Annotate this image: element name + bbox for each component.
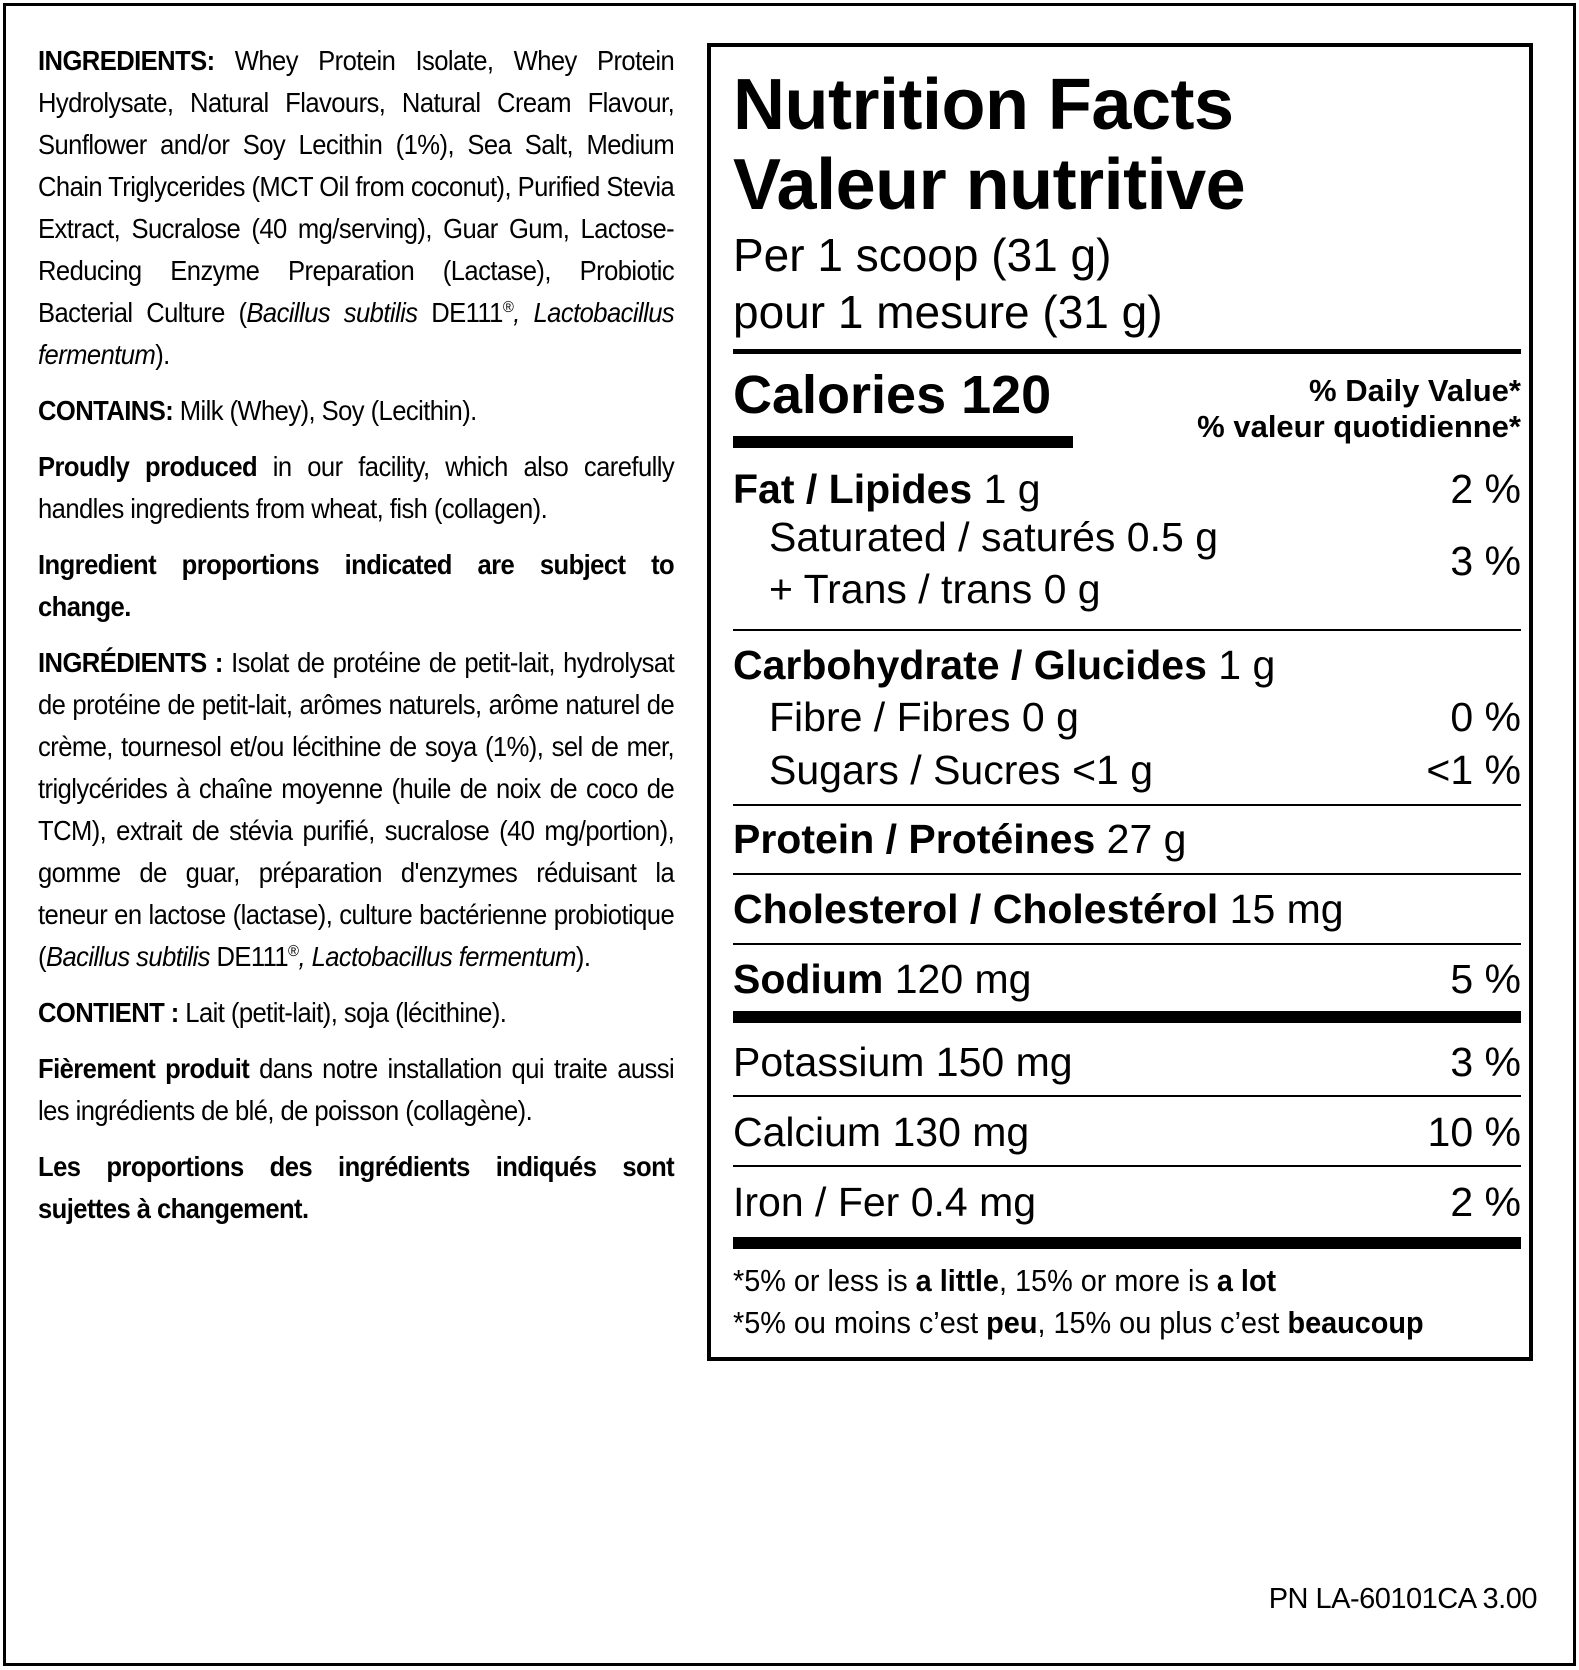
title-fr: Valeur nutritive [733, 145, 1246, 225]
cholesterol-amount: 15 mg [1218, 886, 1344, 932]
footnote-fr-c: , 15% ou plus c’est [1037, 1305, 1288, 1340]
sodium-label: Sodium [733, 956, 884, 1002]
facility-en [38, 446, 674, 530]
contains-en-label: CONTAINS: [38, 395, 174, 426]
rule-sodium [733, 1011, 1521, 1023]
facility-en-label: Proudly produced [38, 451, 258, 482]
carb-label: Carbohydrate / Glucides [733, 642, 1207, 688]
rule-serving [733, 349, 1521, 354]
ingredients-fr [38, 642, 674, 978]
footnote-fr [733, 1302, 1424, 1344]
ingredients-en [38, 40, 674, 376]
carb-amount: 1 g [1206, 642, 1276, 688]
cholesterol-row [733, 885, 1344, 933]
contains-en [38, 390, 674, 432]
facility-fr-text: dans notre installation qui traite aussi les ingrédients de blé, de poisson (collagène). [38, 1053, 675, 1126]
saturated-trans-dv: 3 % [1450, 538, 1521, 584]
cholesterol-label: Cholesterol / Cholestérol [733, 886, 1219, 932]
fat-dv: 2 % [1450, 466, 1521, 512]
rule-carb [733, 804, 1521, 806]
ingredients-column [38, 40, 674, 1230]
footnote-en [733, 1260, 1276, 1302]
sugars-dv: <1 % [1426, 747, 1521, 793]
protein-label: Protein / Protéines [733, 816, 1096, 862]
protein-amount: 27 g [1095, 816, 1187, 862]
lactobacillus-name: , Lactobacillus fermentum [38, 297, 675, 370]
ingredients-en-label: INGREDIENTS: [38, 45, 215, 76]
fat-amount: 1 g [972, 466, 1041, 512]
lactobacillus-name-fr: , Lactobacillus fermentum [298, 941, 576, 972]
rule-cholesterol [733, 943, 1521, 945]
contains-fr-label: CONTIENT : [38, 997, 179, 1028]
calcium-dv: 10 % [1427, 1109, 1521, 1155]
fat-row [733, 465, 1041, 513]
de111-text-fr: DE111 [209, 941, 289, 972]
daily-value-fr: % valeur quotidienne* [1197, 409, 1521, 444]
carbohydrate-row [733, 641, 1275, 689]
calories: Calories 120 [733, 365, 1052, 425]
rule-potassium [733, 1095, 1521, 1097]
sodium-amount: 120 mg [883, 956, 1032, 1002]
part-number: PN LA-60101CA 3.00 [1268, 1583, 1537, 1615]
contains-fr [38, 992, 674, 1034]
calcium-row: Calcium 130 mg [733, 1109, 1030, 1155]
footnote-en-a: *5% or less is [733, 1263, 916, 1298]
footnote-en-lot: a lot [1216, 1263, 1277, 1298]
de111-text: DE111 [417, 297, 503, 328]
protein-row [733, 815, 1186, 863]
rule-iron [733, 1237, 1521, 1249]
footnote-en-c: , 15% or more is [998, 1263, 1217, 1298]
ingredients-fr-text: Isolat de protéine de petit-lait, hydrolysat de protéine de petit-lait, arômes naturels, arôme naturel de crème, tournesol et/ou lécithine de soya (1%), sel de mer, triglycérides à chaîne moyenne (huile de noix de coco de TCM), extrait de stévia purifié, sucralose (40 mg/portion), gomme de guar, préparation d'enzymes réduisant la teneur en lactose (lactase), culture bactérienne probiotique ( [38, 647, 675, 972]
potassium-dv: 3 % [1450, 1039, 1521, 1085]
rule-fat [733, 629, 1521, 631]
facility-fr-label: Fièrement produit [38, 1053, 250, 1084]
sodium-dv: 5 % [1450, 956, 1521, 1002]
proportions-en: Ingredient proportions indicated are subject to change. [38, 549, 675, 622]
rule-calories [733, 436, 1073, 448]
trans-row: + Trans / trans 0 g [769, 566, 1101, 612]
proportions-fr: Les proportions des ingrédients indiqués sont sujettes à changement. [38, 1151, 675, 1224]
iron-dv: 2 % [1450, 1179, 1521, 1225]
nutrition-facts-panel [707, 43, 1533, 1361]
fat-label: Fat / Lipides [733, 466, 973, 512]
potassium-row: Potassium 150 mg [733, 1039, 1073, 1085]
bacillus-name-fr: Bacillus subtilis [45, 941, 210, 972]
footnote-fr-beaucoup: beaucoup [1287, 1305, 1424, 1340]
title-en: Nutrition Facts [733, 65, 1234, 145]
registered-mark: ® [502, 299, 514, 316]
footnote-en-little: a little [915, 1263, 999, 1298]
daily-value-en: % Daily Value* [1309, 373, 1521, 408]
ingredients-fr-end: ). [575, 941, 591, 972]
facility-en-text: in our facility, which also carefully handles ingredients from wheat, fish (collagen). [38, 451, 675, 524]
registered-mark-fr: ® [288, 943, 299, 960]
rule-protein [733, 873, 1521, 875]
contains-en-text: Milk (Whey), Soy (Lecithin). [173, 395, 477, 426]
ingredients-en-end: ). [155, 339, 170, 370]
serving-size-en: Per 1 scoop (31 g) [733, 229, 1112, 281]
footnote-fr-peu: peu [986, 1305, 1038, 1340]
sugars-row: Sugars / Sucres <1 g [769, 747, 1154, 793]
iron-row: Iron / Fer 0.4 mg [733, 1179, 1037, 1225]
contains-fr-text: Lait (petit-lait), soja (lécithine). [178, 997, 507, 1028]
ingredients-en-text: Whey Protein Isolate, Whey Protein Hydrolysate, Natural Flavours, Natural Cream Flavour, Sunflower and/or Soy Lecithin (1%), Sea Salt, Medium Chain Triglycerides (MCT Oil from coconut), Purified Stevia Extract, Sucralose (40 mg/serving), Guar Gum, Lactose-Reducing Enzyme Preparation (Lactase), Probiotic Bacterial Culture ( [38, 45, 675, 328]
sodium-row [733, 955, 1031, 1003]
serving-size-fr: pour 1 mesure (31 g) [733, 286, 1163, 338]
fibre-dv: 0 % [1450, 694, 1521, 740]
ingredients-fr-label: INGRÉDIENTS : [38, 647, 223, 678]
bacillus-name: Bacillus subtilis [246, 297, 418, 328]
footnote-fr-a: *5% ou moins c’est [733, 1305, 987, 1340]
facility-fr [38, 1048, 674, 1132]
rule-calcium [733, 1165, 1521, 1167]
saturated-row: Saturated / saturés 0.5 g [769, 514, 1218, 560]
fibre-row: Fibre / Fibres 0 g [769, 694, 1079, 740]
